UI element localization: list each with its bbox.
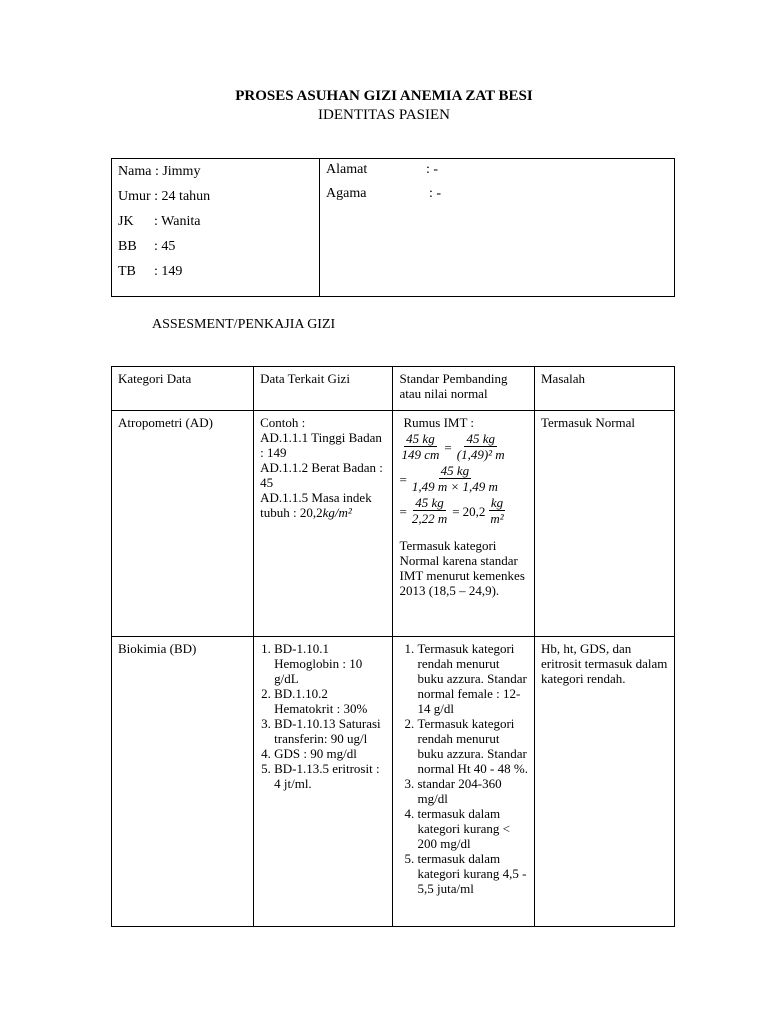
assessment-table <box>111 366 675 927</box>
identity-label: Alamat <box>326 162 368 177</box>
identity-label: Umur <box>118 188 151 204</box>
identity-value: : Jimmy <box>154 163 201 179</box>
standard-cell <box>393 637 535 927</box>
formula-result: 20,2 <box>462 503 486 519</box>
fraction-numerator: 45 kg <box>440 463 470 478</box>
table-header-row <box>112 367 675 411</box>
table-row-bd <box>112 637 675 927</box>
equals-sign: = <box>444 439 452 455</box>
list-item: 3. standar 204-360 mg/dl <box>417 776 528 806</box>
identity-name-row <box>118 159 313 184</box>
identity-value: : - <box>429 185 442 201</box>
identity-label: BB <box>118 238 137 254</box>
data-unit: kg/m² <box>322 505 352 520</box>
fraction-numerator: kg <box>490 495 504 510</box>
formula-line-3 <box>399 496 528 526</box>
fraction <box>399 432 441 462</box>
identity-weight-row <box>118 234 313 259</box>
list-item: 4. GDS : 90 mg/dl <box>274 746 386 761</box>
fraction <box>410 464 500 494</box>
fraction <box>410 496 449 526</box>
list-item: 3. BD-1.10.13 Saturasi transferin: 90 ug/l <box>274 716 386 746</box>
identity-gender-row <box>118 209 313 234</box>
fraction-denominator: (1,49)² m <box>456 447 505 462</box>
table-row-ad <box>112 411 675 637</box>
problem-cell: Termasuk Normal <box>535 411 675 637</box>
formula-intro: Rumus IMT : <box>403 415 475 430</box>
identity-label: TB <box>118 263 136 279</box>
identity-label: Nama <box>118 163 152 179</box>
identity-value: : Wanita <box>154 213 201 229</box>
header-cell: Kategori Data <box>112 367 254 411</box>
header-cell: Masalah <box>535 367 675 411</box>
list-item: 1. BD-1.10.1 Hemoglobin : 10 g/dL <box>274 641 386 686</box>
fraction-numerator: 45 kg <box>415 495 444 510</box>
identity-value: : - <box>426 162 439 177</box>
list-item: 5. BD-1.13.5 eritrosit : 4 jt/ml. <box>274 761 386 791</box>
list-item: 2. BD.1.10.2 Hematokrit : 30% <box>274 686 386 716</box>
fraction <box>488 496 505 526</box>
data-line-text: AD.1.1.5 Masa indek tubuh : 20,2 <box>260 490 372 520</box>
equals-sign: = <box>452 503 460 519</box>
fraction <box>455 432 507 462</box>
list-item: 2. Termasuk kategori rendah menurut buku azzura. Standar normal Ht 40 - 48 %. <box>417 716 528 776</box>
identity-left-cell <box>112 159 320 297</box>
header-cell: Standar Pembanding atau nilai normal <box>393 367 535 411</box>
fraction-numerator: 45 kg <box>406 431 435 446</box>
standard-note: Termasuk kategori Normal karena standar IMT menurut kemenkes 2013 (18,5 – 24,9). <box>399 538 525 598</box>
data-line: AD.1.1.1 Tinggi Badan : 149 <box>260 430 382 460</box>
fraction-denominator: 149 cm <box>401 447 440 462</box>
fraction-numerator: 45 kg <box>466 431 495 446</box>
identity-age-row <box>118 184 313 209</box>
identity-value: : 149 <box>154 263 183 279</box>
identity-value: : 45 <box>154 238 176 254</box>
identity-table <box>111 158 675 297</box>
data-line <box>260 490 386 520</box>
data-cell <box>254 637 393 927</box>
formula-line-1 <box>399 432 528 462</box>
identity-label: Agama <box>326 185 367 201</box>
document-title: PROSES ASUHAN GIZI ANEMIA ZAT BESI <box>235 88 533 104</box>
identity-label: JK <box>118 213 134 229</box>
fraction-denominator: 1,49 m × 1,49 m <box>411 479 498 494</box>
identity-religion-row <box>326 181 668 206</box>
formula-line-2 <box>399 464 528 494</box>
category-cell: Biokimia (BD) <box>112 637 254 927</box>
data-line: AD.1.1.2 Berat Badan : 45 <box>260 460 383 490</box>
section-heading: ASSESMENT/PENKAJIA GIZI <box>152 317 336 332</box>
document-subtitle: IDENTITAS PASIEN <box>318 107 450 123</box>
identity-right-cell <box>320 159 675 297</box>
list-item: 1. Termasuk kategori rendah menurut buku azzura. Standar normal female : 12-14 g/dl <box>417 641 528 716</box>
identity-value: : 24 tahun <box>154 188 211 204</box>
identity-address-row <box>326 159 668 181</box>
equals-sign: = <box>399 503 407 519</box>
equals-sign: = <box>399 471 407 487</box>
identity-height-row <box>118 259 313 284</box>
fraction-denominator: m² <box>490 511 504 526</box>
data-intro: Contoh : <box>260 415 306 430</box>
list-item: 4. termasuk dalam kategori kurang < 200 mg/dl <box>417 806 528 851</box>
standard-cell <box>393 411 535 637</box>
category-cell: Atropometri (AD) <box>112 411 254 637</box>
fraction-denominator: 2,22 m <box>411 511 448 526</box>
list-item: 5. termasuk dalam kategori kurang 4,5 - 5,5 juta/ml <box>417 851 528 896</box>
header-cell: Data Terkait Gizi <box>254 367 393 411</box>
data-cell <box>254 411 393 637</box>
standard-list <box>399 641 528 896</box>
data-list <box>260 641 386 791</box>
problem-cell: Hb, ht, GDS, dan eritrosit termasuk dalam kategori rendah. <box>535 637 675 927</box>
